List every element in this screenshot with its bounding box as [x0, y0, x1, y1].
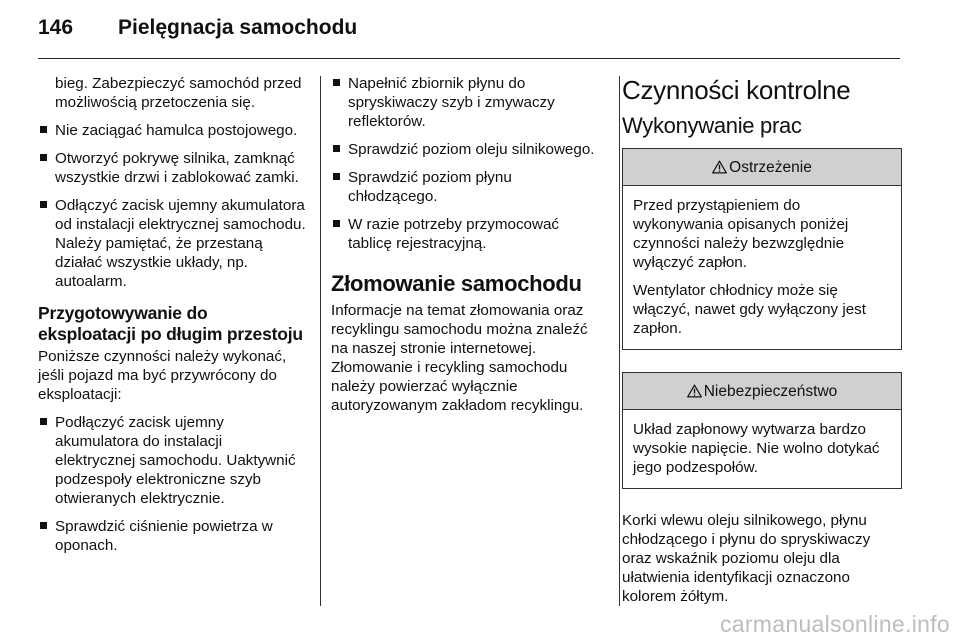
- column-right: [622, 74, 902, 615]
- column-left: [38, 74, 306, 564]
- column-middle: [331, 74, 605, 424]
- danger-box: [622, 372, 902, 489]
- bullet-list-storage: [38, 121, 306, 291]
- danger-box-body: [623, 410, 901, 488]
- list-item: Odłączyć zacisk ujemny akumulatora od instalacji elektrycznej samochodu. Należy pamiętać, że przestaną działać wszystkie układy, np. autoalarm.: [38, 196, 306, 291]
- continuation-text: bieg. Zabezpieczyć samochód przed możliwością przetoczenia się.: [55, 75, 302, 111]
- subheading-recommission: Przygotowywanie do eksploatacji po długim przestoju: [38, 303, 303, 344]
- warning-triangle-icon: [712, 160, 727, 174]
- watermark: carmanualsonline.info: [719, 611, 950, 637]
- section-heading-scrapping: Złomowanie samochodu: [331, 271, 582, 296]
- chapter-title: Czynności kontrolne: [622, 75, 851, 105]
- warning-triangle-icon: [687, 384, 702, 398]
- list-item: Sprawdzić ciśnienie powietrza w oponach.: [38, 517, 306, 555]
- danger-text: Układ zapłonowy wytwarza bardzo wysokie napięcie. Nie wolno dotykać jego podzespołów.: [633, 421, 880, 476]
- warning-box-body: [623, 186, 901, 349]
- list-item: Nie zaciągać hamulca postojowego.: [38, 121, 306, 140]
- list-item: Sprawdzić poziom płynu chłodzącego.: [331, 168, 605, 206]
- bullet-list-recommission: [38, 413, 306, 555]
- column-divider: [320, 76, 321, 606]
- intro-paragraph: Poniższe czynności należy wykonać, jeśli pojazd ma być przywrócony do eksploatacji:: [38, 348, 287, 403]
- warning-text: Wentylator chłodnicy może się włączyć, nawet gdy wyłączony jest zapłon.: [633, 282, 866, 337]
- list-item: Sprawdzić poziom oleju silnikowego.: [331, 140, 605, 159]
- scrapping-paragraph: Informacje na temat złomowania oraz recyklingu samochodu można znaleźć na naszej stronie internetowej. Złomowanie i recykling samochodu należy powierzać wyłącznie autoryzowanym zakładom recyklingu.: [331, 302, 588, 414]
- warning-label: Ostrzeżenie: [729, 158, 812, 176]
- list-item: Otworzyć pokrywę silnika, zamknąć wszystkie drzwi i zablokować zamki.: [38, 149, 306, 187]
- caps-paragraph: Korki wlewu oleju silnikowego, płynu chłodzącego i płynu do spryskiwaczy oraz wskaźnik poziomu oleju dla ułatwienia identyfikacji oznaczono kolorem żółtym.: [622, 512, 871, 605]
- warning-text: Przed przystąpieniem do wykonywania opisanych poniżej czynności należy bezwzględnie wyłączyć zapłon.: [633, 197, 849, 271]
- warning-box: [622, 148, 902, 350]
- section-title: Wykonywanie prac: [622, 113, 802, 138]
- page-number: 146: [38, 16, 74, 39]
- warning-box-header: [623, 149, 901, 186]
- bullet-list-checks: [331, 74, 605, 253]
- list-item: W razie potrzeby przymocować tablicę rejestracyjną.: [331, 215, 605, 253]
- list-item: Napełnić zbiornik płynu do spryskiwaczy szyb i zmywaczy reflektorów.: [331, 74, 605, 131]
- column-divider: [619, 76, 620, 606]
- list-item: Podłączyć zacisk ujemny akumulatora do instalacji elektrycznej samochodu. Uaktywnić podzespoły elektroniczne szyb otwieranych elektrycznie.: [38, 413, 306, 508]
- danger-label: Niebezpieczeństwo: [703, 382, 838, 400]
- header-title: Pielęgnacja samochodu: [118, 16, 358, 39]
- page-header: [38, 14, 900, 59]
- danger-box-header: [623, 373, 901, 410]
